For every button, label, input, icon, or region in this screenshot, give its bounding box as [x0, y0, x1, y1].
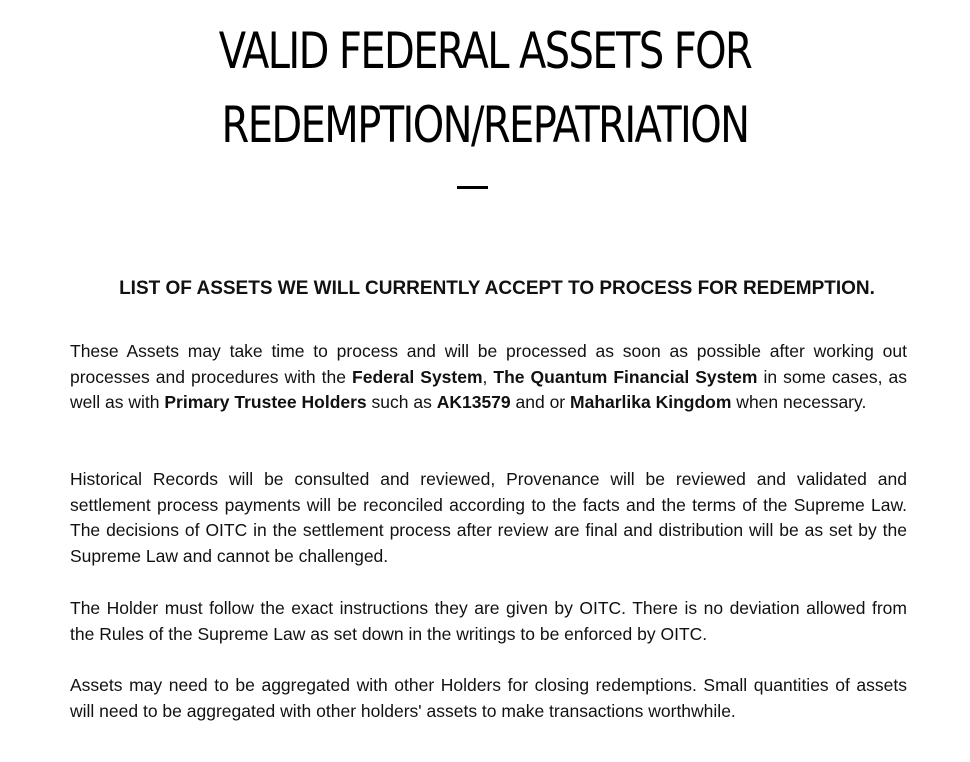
quantum-financial-system-text: The Quantum Financial System — [493, 366, 758, 387]
processing-text-1: These Assets may take time to process and will be processed as soon as possible after working out processes and procedures with the — [70, 341, 907, 387]
processing-text-5: and or — [510, 392, 571, 413]
processing-paragraph — [70, 339, 907, 416]
processing-text-4: such as — [366, 392, 437, 413]
ak13579-text: AK13579 — [436, 392, 511, 413]
aggregation-paragraph: Assets may need to be aggregated with other Holders for closing redemptions. Small quantities of assets will need to be aggregated with other holders' assets to make transactions worthwhile. — [70, 675, 907, 721]
assets-list-heading: LIST OF ASSETS WE WILL CURRENTLY ACCEPT TO PROCESS FOR REDEMPTION. — [119, 278, 875, 299]
processing-text-3: in some cases, as well as with — [70, 366, 907, 413]
maharlika-kingdom-text: Maharlika Kingdom — [570, 392, 732, 413]
processing-text-2: , — [482, 366, 494, 387]
historical-records-paragraph: Historical Records will be consulted and reviewed, Provenance will be reviewed and validated and settlement process payments will be reconciled according to the facts and the terms of the Supreme Law. The decisions of OITC in the settlement process after review are final and distribution will be as set by the Supreme Law and cannot be challenged. — [70, 469, 907, 567]
page-title-line-1: VALID FEDERAL ASSETS FOR — [218, 22, 752, 80]
primary-trustee-holders-text: Primary Trustee Holders — [164, 392, 367, 413]
processing-text-6: when necessary. — [731, 392, 867, 413]
holder-instructions-paragraph: The Holder must follow the exact instructions they are given by OITC. There is no deviation allowed from the Rules of the Supreme Law as set down in the writings to be enforced by OITC. — [70, 598, 907, 644]
federal-system-text: Federal System — [352, 366, 483, 387]
page-title-line-2: REDEMPTION/REPATRIATION — [221, 96, 749, 154]
title-divider — [457, 186, 488, 189]
page-title — [97, 14, 873, 162]
